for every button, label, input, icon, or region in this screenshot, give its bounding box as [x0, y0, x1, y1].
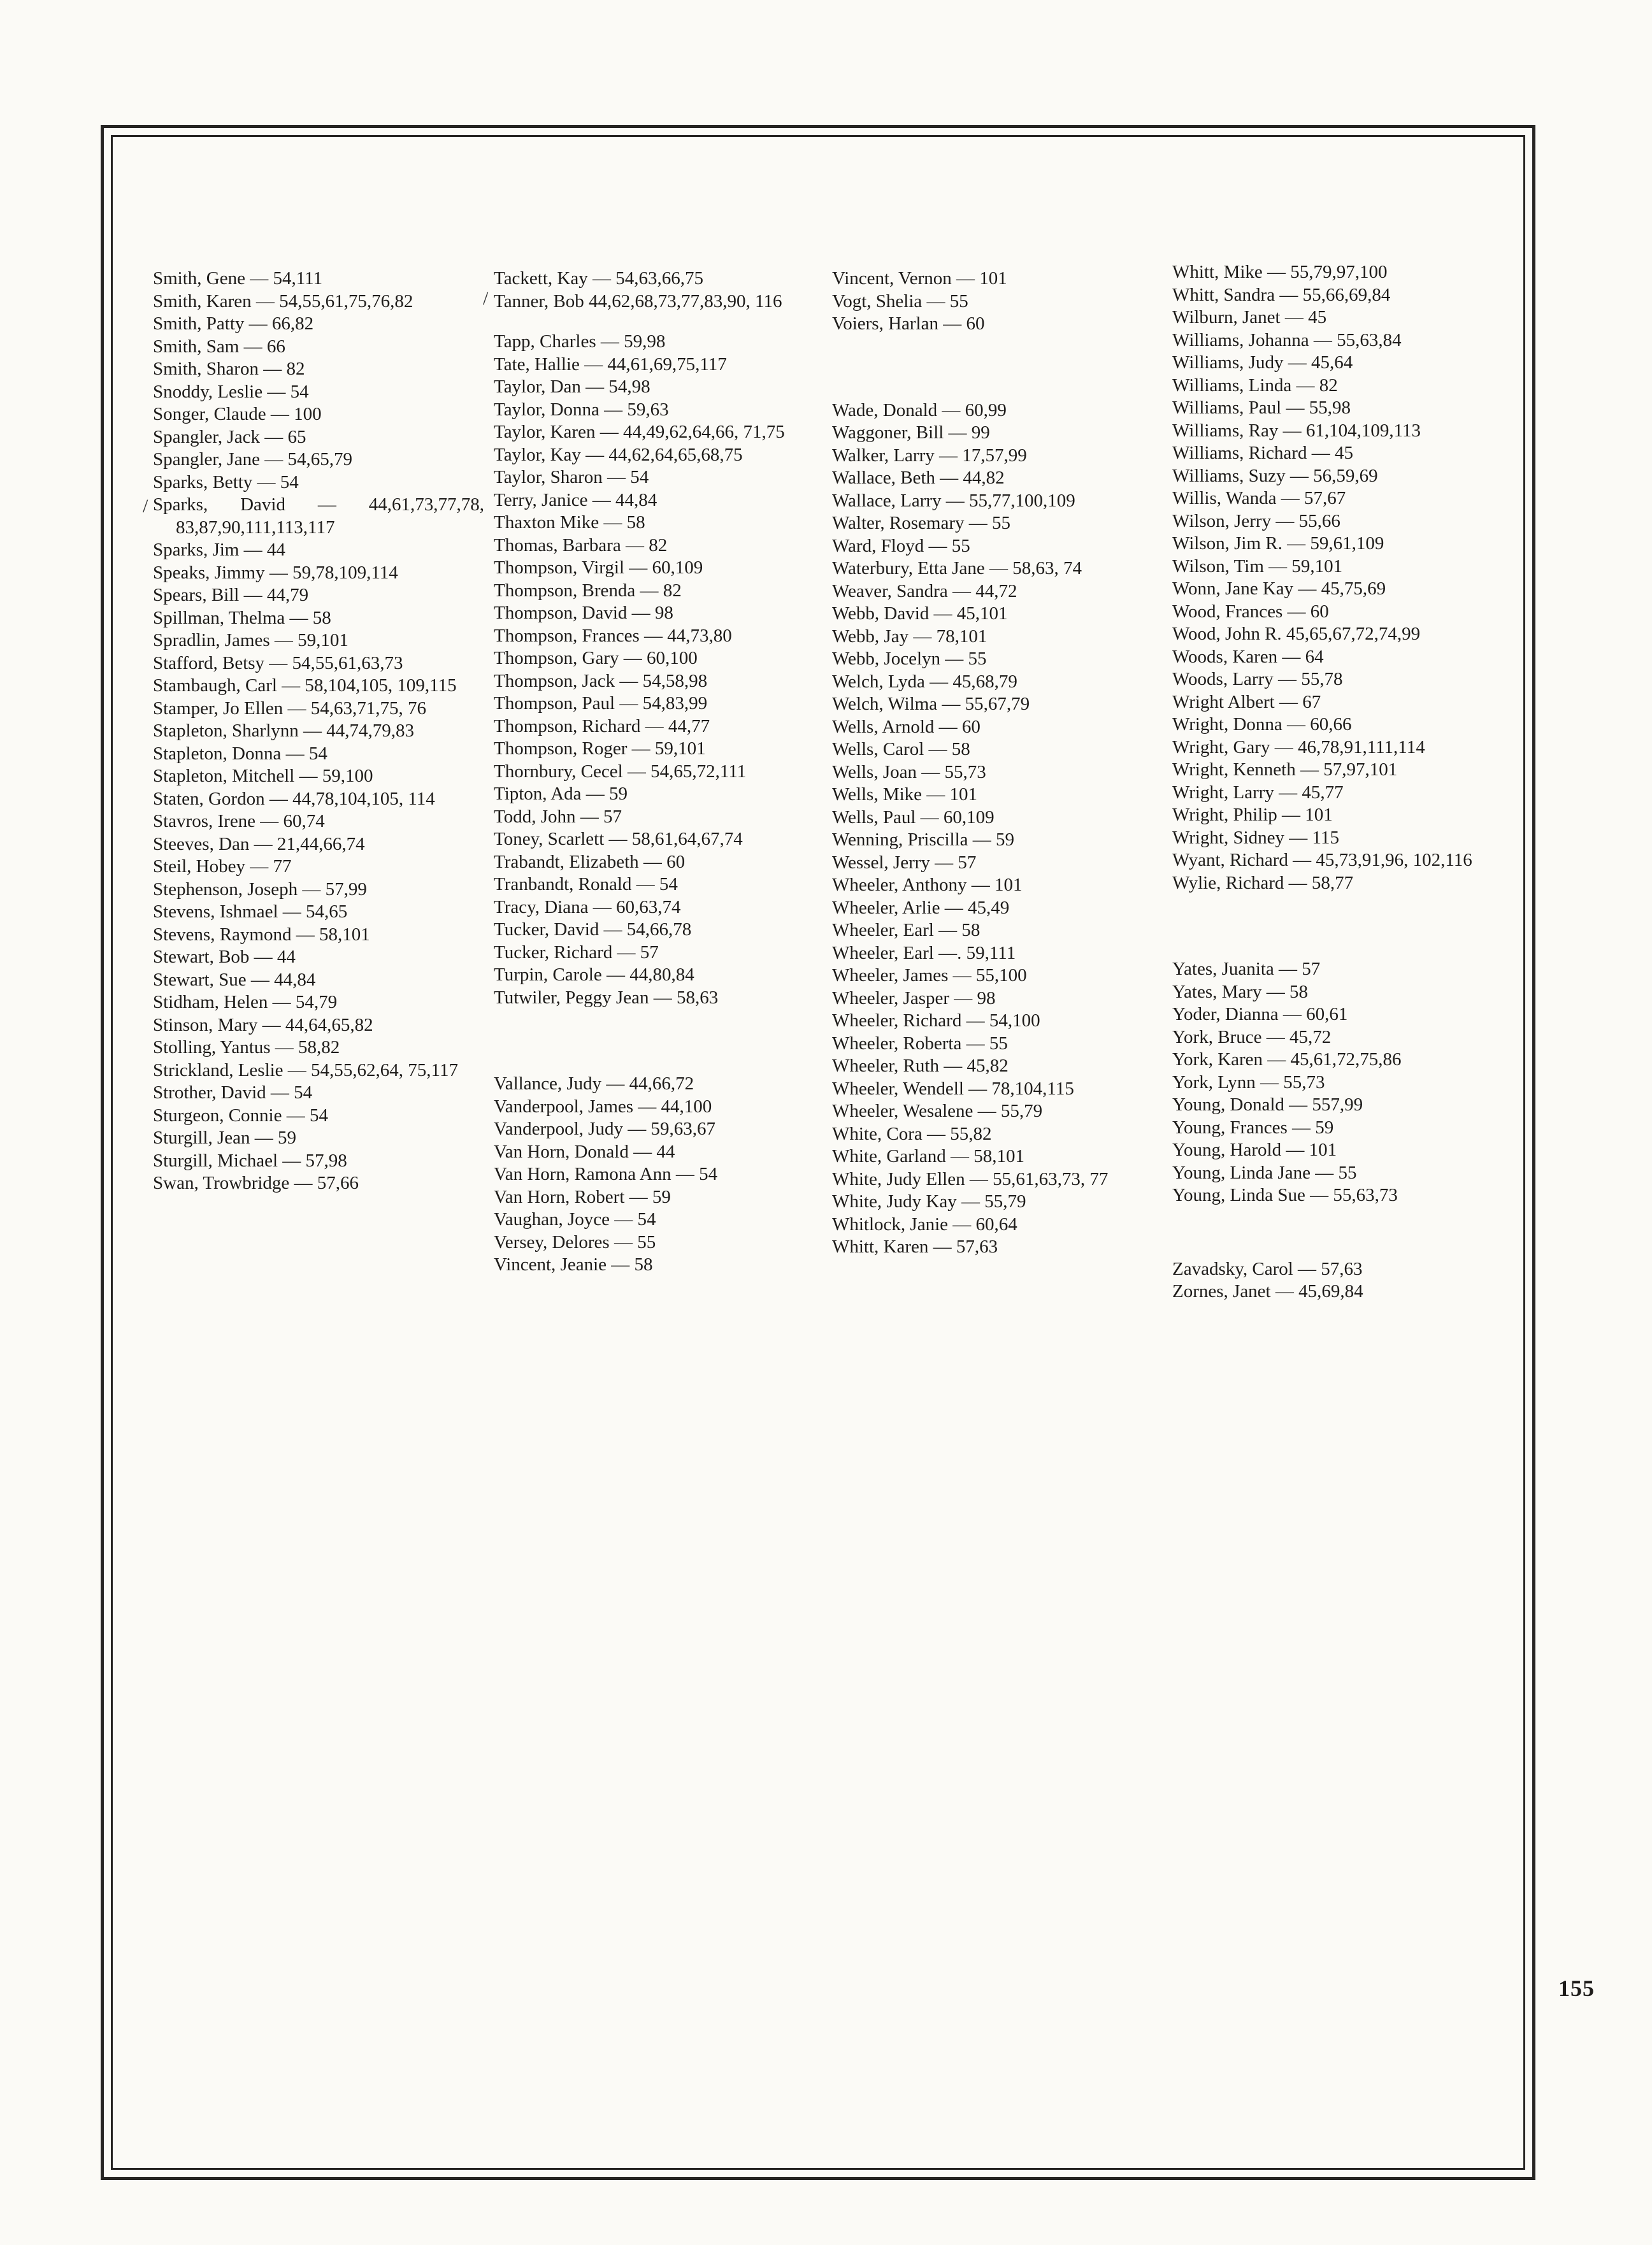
index-entry: Voiers, Harlan — 60	[832, 313, 985, 334]
index-entry: Wheeler, James — 55,100	[832, 965, 1027, 986]
index-entry: Wilson, Tim — 59,101	[1172, 556, 1343, 577]
index-entry: Wells, Joan — 55,73	[832, 761, 986, 782]
index-entry: Yoder, Dianna — 60,61	[1172, 1004, 1348, 1024]
index-entry: Versey, Delores — 55	[494, 1231, 656, 1252]
index-entry: Wright, Larry — 45,77	[1172, 782, 1344, 803]
index-entry: Wright Albert — 67	[1172, 691, 1321, 712]
index-entry: Whitt, Sandra — 55,66,69,84	[1172, 284, 1391, 305]
index-entry: Wallace, Beth — 44,82	[832, 468, 1005, 488]
index-entry: Taylor, Karen — 44,49,62,64,66, 71,75	[494, 422, 785, 442]
index-entry: Sturgeon, Connie — 54	[153, 1105, 328, 1126]
index-entry: Thornbury, Cecel — 54,65,72,111	[494, 761, 747, 782]
index-entry: Stewart, Sue — 44,84	[153, 969, 316, 990]
index-entry: Thompson, Richard — 44,77	[494, 715, 710, 736]
index-entry: Welch, Lyda — 45,68,79	[832, 671, 1017, 692]
index-entry: Willis, Wanda — 57,67	[1172, 488, 1346, 508]
index-entry: Sturgill, Michael — 57,98	[153, 1150, 347, 1171]
index-entry: Stephenson, Joseph — 57,99	[153, 879, 367, 900]
index-entry: Spangler, Jane — 54,65,79	[153, 449, 352, 470]
index-entry: Taylor, Donna — 59,63	[494, 399, 669, 420]
index-entry: Thompson, Jack — 54,58,98	[494, 670, 708, 691]
index-entry: Williams, Paul — 55,98	[1172, 398, 1351, 418]
index-entry: Thompson, Brenda — 82	[494, 580, 682, 601]
index-entry: Spillman, Thelma — 58	[153, 607, 331, 628]
index-entry: Stavros, Irene — 60,74	[153, 811, 325, 831]
index-entry: Stewart, Bob — 44	[153, 947, 296, 967]
index-entry: Wheeler, Wesalene — 55,79	[832, 1101, 1043, 1121]
index-entry: Wood, John R. 45,65,67,72,74,99	[1172, 624, 1421, 644]
index-entry: Weaver, Sandra — 44,72	[832, 580, 1017, 601]
index-entry: Zornes, Janet — 45,69,84	[1172, 1281, 1363, 1302]
index-entry: Sparks, Betty — 54	[153, 471, 299, 492]
index-entry: Woods, Larry — 55,78	[1172, 669, 1343, 689]
index-entry: Whitt, Karen — 57,63	[832, 1237, 998, 1257]
index-entry: Spears, Bill — 44,79	[153, 585, 309, 605]
spacer	[494, 1009, 825, 1073]
index-entry: Wylie, Richard — 58,77	[1172, 872, 1354, 893]
spacer	[1172, 894, 1504, 958]
index-entry: Tucker, Richard — 57	[494, 942, 659, 963]
index-entry: Thompson, Paul — 54,83,99	[494, 693, 708, 714]
index-entry: White, Garland — 58,101	[832, 1146, 1025, 1166]
index-entry: Wheeler, Richard — 54,100	[832, 1010, 1040, 1031]
index-entry: Smith, Karen — 54,55,61,75,76,82	[153, 290, 413, 312]
index-entry: Williams, Ray — 61,104,109,113	[1172, 420, 1421, 441]
index-entry: Strickland, Leslie — 54,55,62,64, 75,117	[153, 1059, 458, 1080]
index-entry: Smith, Sam — 66	[153, 336, 285, 357]
index-entry: Williams, Linda — 82	[1172, 375, 1338, 396]
index-entry: Wyant, Richard — 45,73,91,96, 102,116	[1172, 850, 1472, 870]
index-entry: White, Judy Kay — 55,79	[832, 1191, 1026, 1212]
index-entry: Stapleton, Donna — 54	[153, 743, 327, 764]
index-entry: Sparks, David — 44,61,73,77,78, 83,87,90,111,113,117	[153, 494, 484, 538]
index-entry: Williams, Suzy — 56,59,69	[1172, 465, 1378, 486]
index-entry: Walter, Rosemary — 55	[832, 513, 1010, 533]
index-entry: Thompson, Gary — 60,100	[494, 648, 698, 668]
index-entry: Wright, Donna — 60,66	[1172, 714, 1352, 735]
index-entry: Webb, Jocelyn — 55	[832, 649, 987, 669]
index-entry: Thompson, Roger — 59,101	[494, 738, 706, 759]
index-entry: Wheeler, Jasper — 98	[832, 987, 996, 1008]
index-entry: Whitt, Mike — 55,79,97,100	[1172, 262, 1388, 282]
index-entry: Vanderpool, Judy — 59,63,67	[494, 1119, 715, 1139]
index-entry: Toney, Scarlett — 58,61,64,67,74	[494, 829, 743, 849]
index-entry: Wheeler, Arlie — 45,49	[832, 897, 1010, 918]
index-entry: Wright, Sidney — 115	[1172, 827, 1339, 848]
index-entry: Vallance, Judy — 44,66,72	[494, 1073, 694, 1094]
index-entry: Wheeler, Wendell — 78,104,115	[832, 1078, 1074, 1099]
index-entry: Sparks, Jim — 44	[153, 540, 285, 560]
page-number: 155	[1558, 1976, 1595, 2001]
index-entry: Stapleton, Mitchell — 59,100	[153, 766, 373, 786]
index-column-3	[832, 268, 1163, 1259]
index-entry: Wilson, Jim R. — 59,61,109	[1172, 533, 1384, 554]
index-entry: Welch, Wilma — 55,67,79	[832, 694, 1030, 714]
index-entry: Tipton, Ada — 59	[494, 784, 628, 804]
index-entry: Todd, John — 57	[494, 806, 622, 827]
index-entry: Smith, Gene — 54,111	[153, 268, 323, 289]
index-entry: Trabandt, Elizabeth — 60	[494, 851, 686, 872]
index-entry: Spangler, Jack — 65	[153, 426, 306, 447]
index-entry: Wheeler, Ruth — 45,82	[832, 1056, 1009, 1076]
spacer	[494, 313, 825, 331]
index-entry: Terry, Janice — 44,84	[494, 489, 657, 510]
index-entry: Stapleton, Sharlynn — 44,74,79,83	[153, 721, 415, 741]
index-entry: Stafford, Betsy — 54,55,61,63,73	[153, 652, 403, 673]
index-entry: York, Karen — 45,61,72,75,86	[1172, 1049, 1402, 1070]
index-entry: Young, Linda Jane — 55	[1172, 1162, 1357, 1183]
index-entry: Whitlock, Janie — 60,64	[832, 1214, 1017, 1235]
index-entry: Stamper, Jo Ellen — 54,63,71,75, 76	[153, 698, 426, 719]
index-entry: Tranbandt, Ronald — 54	[494, 874, 678, 894]
index-entry: Young, Frances — 59	[1172, 1117, 1334, 1138]
index-entry: York, Lynn — 55,73	[1172, 1072, 1325, 1093]
index-entry: Songer, Claude — 100	[153, 404, 322, 424]
index-entry: Vaughan, Joyce — 54	[494, 1209, 656, 1230]
index-entry: Wheeler, Earl — 58	[832, 920, 980, 940]
index-entry: Waggoner, Bill — 99	[832, 422, 990, 443]
index-entry: Tutwiler, Peggy Jean — 58,63	[494, 987, 719, 1008]
index-column-2	[494, 268, 825, 1277]
index-column-4	[1172, 261, 1504, 1303]
index-entry: White, Judy Ellen — 55,61,63,73, 77	[832, 1168, 1109, 1189]
index-entry: Thaxton Mike — 58	[494, 512, 645, 533]
index-entry: Williams, Richard — 45	[1172, 443, 1353, 463]
index-entry: Strother, David — 54	[153, 1082, 313, 1103]
index-entry: Wessel, Jerry — 57	[832, 852, 977, 873]
spacer	[832, 336, 1163, 399]
index-entry: Webb, Jay — 78,101	[832, 626, 988, 647]
index-entry: Wilson, Jerry — 55,66	[1172, 510, 1340, 531]
index-entry: Stolling, Yantus — 58,82	[153, 1037, 340, 1058]
index-entry: Young, Donald — 557,99	[1172, 1094, 1363, 1115]
index-entry: Snoddy, Leslie — 54	[153, 381, 309, 402]
index-entry: Wood, Frances — 60	[1172, 601, 1329, 622]
index-entry: Tucker, David — 54,66,78	[494, 919, 692, 940]
spacer	[1172, 1207, 1504, 1258]
index-entry: Yates, Juanita — 57	[1172, 959, 1321, 979]
index-entry: Stevens, Ishmael — 54,65	[153, 901, 348, 922]
index-entry: Wheeler, Anthony — 101	[832, 875, 1023, 895]
index-entry: Tanner, Bob 44,62,68,73,77,83,90, 116	[494, 290, 782, 312]
index-entry: Vincent, Vernon — 101	[832, 268, 1007, 289]
index-entry: Walker, Larry — 17,57,99	[832, 445, 1027, 466]
index-column-1	[153, 268, 484, 1195]
index-entry: Zavadsky, Carol — 57,63	[1172, 1258, 1363, 1279]
index-entry: Van Horn, Donald — 44	[494, 1141, 675, 1162]
index-entry: Wallace, Larry — 55,77,100,109	[832, 490, 1075, 511]
index-entry: Wenning, Priscilla — 59	[832, 829, 1015, 850]
index-entry: Wheeler, Earl —. 59,111	[832, 942, 1016, 963]
index-entry: Stinson, Mary — 44,64,65,82	[153, 1014, 373, 1035]
index-entry: Thompson, Frances — 44,73,80	[494, 625, 732, 646]
index-entry: Speaks, Jimmy — 59,78,109,114	[153, 562, 398, 583]
index-entry: Wells, Paul — 60,109	[832, 807, 995, 828]
index-entry: Swan, Trowbridge — 57,66	[153, 1173, 359, 1193]
index-entry: Ward, Floyd — 55	[832, 535, 970, 556]
index-entry: Yates, Mary — 58	[1172, 981, 1308, 1002]
index-entry: Wright, Gary — 46,78,91,111,114	[1172, 736, 1425, 757]
index-entry: Waterbury, Etta Jane — 58,63, 74	[832, 558, 1082, 578]
index-entry: Steil, Hobey — 77	[153, 856, 292, 877]
index-entry: Van Horn, Ramona Ann — 54	[494, 1164, 718, 1184]
index-entry: Woods, Karen — 64	[1172, 646, 1324, 667]
pen-mark: /	[483, 288, 489, 309]
index-entry: Taylor, Kay — 44,62,64,65,68,75	[494, 444, 743, 465]
index-entry: Thompson, Virgil — 60,109	[494, 557, 703, 578]
index-entry: Staten, Gordon — 44,78,104,105, 114	[153, 788, 435, 809]
index-entry: Wade, Donald — 60,99	[832, 399, 1007, 420]
index-entry: Tackett, Kay — 54,63,66,75	[494, 268, 703, 289]
pen-mark: /	[143, 496, 148, 517]
index-entry: Wright, Philip — 101	[1172, 805, 1333, 825]
index-entry: Young, Harold — 101	[1172, 1140, 1337, 1160]
index-entry: Vogt, Shelia — 55	[832, 290, 968, 312]
index-entry: Wells, Mike — 101	[832, 784, 978, 805]
index-entry: Tracy, Diana — 60,63,74	[494, 896, 681, 917]
index-entry: Thomas, Barbara — 82	[494, 534, 668, 556]
index-entry: Wells, Carol — 58	[832, 739, 970, 759]
index-entry: Williams, Johanna — 55,63,84	[1172, 329, 1402, 350]
index-entry: Turpin, Carole — 44,80,84	[494, 965, 694, 985]
index-entry: Thompson, David — 98	[494, 603, 673, 623]
index-entry: Young, Linda Sue — 55,63,73	[1172, 1185, 1398, 1205]
index-entry: Stevens, Raymond — 58,101	[153, 924, 370, 945]
index-entry: Webb, David — 45,101	[832, 603, 1008, 624]
index-entry: Wright, Kenneth — 57,97,101	[1172, 759, 1398, 780]
index-entry: Tapp, Charles — 59,98	[494, 331, 666, 352]
index-entry: Tate, Hallie — 44,61,69,75,117	[494, 354, 727, 375]
index-entry: Spradlin, James — 59,101	[153, 630, 348, 650]
index-entry: Williams, Judy — 45,64	[1172, 352, 1353, 373]
index-entry: Stambaugh, Carl — 58,104,105, 109,115	[153, 675, 457, 696]
index-entry: Taylor, Dan — 54,98	[494, 377, 650, 397]
index-entry: Stidham, Helen — 54,79	[153, 992, 338, 1012]
index-entry: Wheeler, Roberta — 55	[832, 1033, 1008, 1054]
index-entry: Sturgill, Jean — 59	[153, 1128, 297, 1148]
index-entry: Van Horn, Robert — 59	[494, 1186, 671, 1207]
index-entry: Wilburn, Janet — 45	[1172, 307, 1327, 327]
index-entry: Vanderpool, James — 44,100	[494, 1096, 712, 1117]
index-entry: White, Cora — 55,82	[832, 1123, 992, 1144]
index-entry: Taylor, Sharon — 54	[494, 467, 649, 487]
index-entry: York, Bruce — 45,72	[1172, 1026, 1332, 1047]
index-entry: Smith, Sharon — 82	[153, 359, 305, 379]
index-entry: Wonn, Jane Kay — 45,75,69	[1172, 578, 1386, 599]
index-entry: Wells, Arnold — 60	[832, 716, 980, 737]
index-entry: Vincent, Jeanie — 58	[494, 1254, 653, 1275]
index-entry: Steeves, Dan — 21,44,66,74	[153, 833, 365, 854]
index-entry: Smith, Patty — 66,82	[153, 313, 314, 334]
